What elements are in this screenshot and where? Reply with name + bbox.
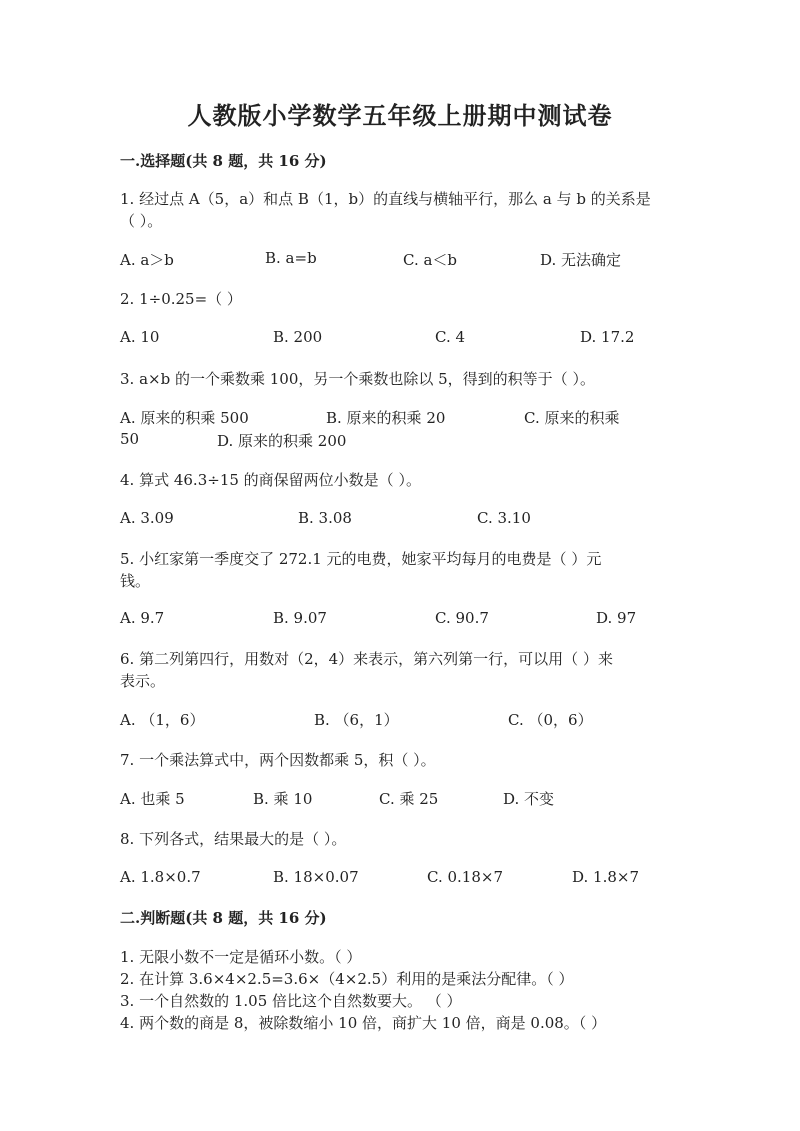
judgment-item-3: 3. 一个自然数的 1.05 倍比这个自然数要大。 （ ） — [120, 992, 462, 1010]
question-1-line-2: （ ）。 — [120, 212, 163, 230]
question-3-line-1: 3. a×b 的一个乘数乘 100，另一个乘数也除以 5，得到的积等于（ ）。 — [120, 370, 595, 388]
question-7-option-c: C. 乘 25 — [379, 790, 439, 808]
question-6-line-2: 表示。 — [120, 672, 166, 690]
question-1-option-a: A. a＞b — [120, 251, 174, 269]
question-1-line-1: 1. 经过点 A（5，a）和点 B（1，b）的直线与横轴平行，那么 a 与 b 的关系是 — [120, 190, 651, 208]
question-3-option-d: D. 原来的积乘 200 — [217, 432, 347, 450]
question-3-option-b: B. 原来的积乘 20 — [326, 409, 446, 427]
question-6-option-a: A. （1，6） — [120, 711, 205, 729]
section-heading-choice: 一.选择题(共 8 题，共 16 分) — [120, 152, 327, 170]
question-2-option-c: C. 4 — [435, 328, 466, 346]
question-7-line-1: 7. 一个乘法算式中，两个因数都乘 5，积（ ）。 — [120, 751, 436, 769]
question-5-option-a: A. 9.7 — [120, 609, 165, 627]
question-5-option-c: C. 90.7 — [435, 609, 489, 627]
question-5-line-2: 钱。 — [120, 572, 151, 590]
question-3-option-a: A. 原来的积乘 500 — [120, 409, 249, 427]
question-3-option-c-wrap: 50 — [120, 430, 140, 448]
question-5-line-1: 5. 小红家第一季度交了 272.1 元的电费，她家平均每月的电费是（ ）元 — [120, 550, 602, 568]
question-6-line-1: 6. 第二列第四行，用数对（2，4）来表示，第六列第一行，可以用（ ）来 — [120, 650, 613, 668]
question-4-option-c: C. 3.10 — [477, 509, 531, 527]
question-4-option-b: B. 3.08 — [298, 509, 352, 527]
question-3-option-c: C. 原来的积乘 — [524, 409, 620, 427]
question-8-line-1: 8. 下列各式，结果最大的是（ ）。 — [120, 830, 347, 848]
judgment-item-2: 2. 在计算 3.6×4×2.5=3.6×（4×2.5）利用的是乘法分配律。（ ） — [120, 970, 574, 988]
question-1-option-b: B. a=b — [265, 249, 317, 267]
question-7-option-b: B. 乘 10 — [253, 790, 313, 808]
question-8-option-d: D. 1.8×7 — [572, 868, 639, 886]
question-1-option-c: C. a＜b — [403, 251, 458, 269]
question-6-option-c: C. （0，6） — [508, 711, 593, 729]
question-5-option-b: B. 9.07 — [273, 609, 327, 627]
question-2-option-d: D. 17.2 — [580, 328, 635, 346]
judgment-item-1: 1. 无限小数不一定是循环小数。（ ） — [120, 948, 362, 966]
question-8-option-b: B. 18×0.07 — [273, 868, 359, 886]
question-4-line-1: 4. 算式 46.3÷15 的商保留两位小数是（ ）。 — [120, 471, 421, 489]
question-8-option-c: C. 0.18×7 — [427, 868, 503, 886]
question-1-option-d: D. 无法确定 — [540, 251, 622, 269]
question-2-option-a: A. 10 — [120, 328, 160, 346]
question-8-option-a: A. 1.8×0.7 — [120, 868, 201, 886]
question-2-option-b: B. 200 — [273, 328, 323, 346]
question-4-option-a: A. 3.09 — [120, 509, 174, 527]
section-heading-judgment: 二.判断题(共 8 题，共 16 分) — [120, 909, 327, 927]
question-6-option-b: B. （6，1） — [314, 711, 399, 729]
question-7-option-d: D. 不变 — [503, 790, 555, 808]
question-2-line-1: 2. 1÷0.25=（ ） — [120, 290, 242, 308]
judgment-item-4: 4. 两个数的商是 8，被除数缩小 10 倍，商扩大 10 倍，商是 0.08。（ ） — [120, 1014, 607, 1032]
question-5-option-d: D. 97 — [596, 609, 637, 627]
question-7-option-a: A. 也乘 5 — [120, 790, 185, 808]
exam-title: 人教版小学数学五年级上册期中测试卷 — [187, 101, 613, 130]
